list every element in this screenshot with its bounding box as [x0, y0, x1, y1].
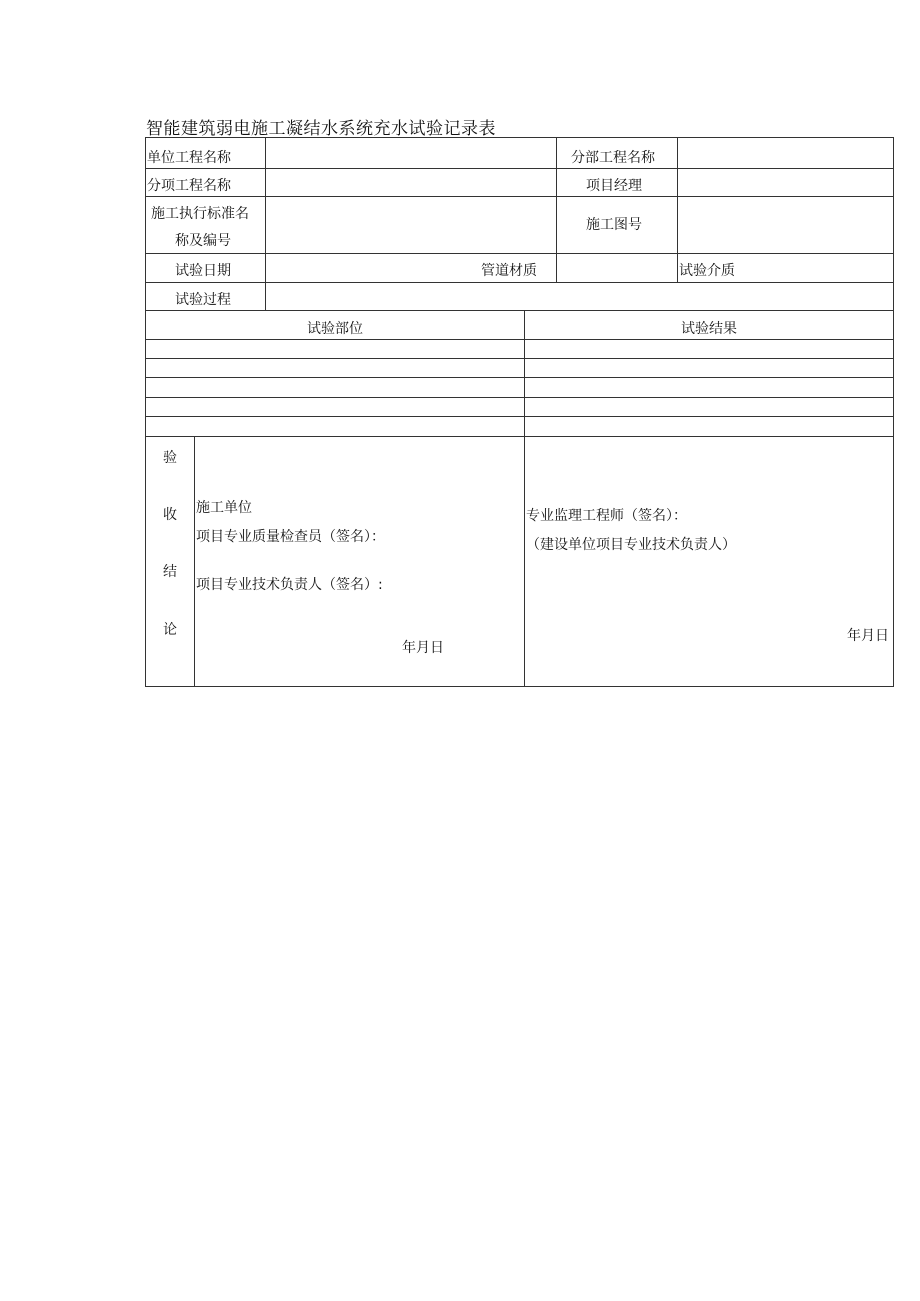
drawing-no-field[interactable] — [678, 197, 893, 253]
contractor-date[interactable]: 年月日 — [402, 640, 444, 656]
standard-label-line1: 施工执行标准名 — [151, 206, 249, 222]
standard-field[interactable] — [266, 197, 555, 253]
project-manager-label: 项目经理 — [586, 178, 642, 194]
table-row-result[interactable] — [525, 359, 893, 377]
test-process-label: 试验过程 — [175, 292, 231, 308]
table-row-result[interactable] — [525, 340, 893, 358]
row-divider — [145, 253, 894, 254]
sub-item-name-label: 分项工程名称 — [147, 178, 231, 194]
table-row-part[interactable] — [146, 340, 524, 358]
supervisor-date[interactable]: 年月日 — [847, 628, 889, 644]
form-title: 智能建筑弱电施工凝结水系统充水试验记录表 — [146, 119, 496, 139]
supervisor-signature[interactable]: 专业监理工程师（签名）： — [526, 508, 687, 524]
project-manager-field[interactable] — [678, 169, 893, 196]
table-row-result[interactable] — [525, 398, 893, 416]
acceptance-label-char: 论 — [163, 622, 177, 638]
sub-division-name-field[interactable] — [678, 138, 893, 168]
sub-division-name-label: 分部工程名称 — [571, 150, 655, 166]
col-test-part: 试验部位 — [307, 321, 363, 337]
acceptance-label-char: 验 — [163, 450, 177, 466]
unit-project-name-field[interactable] — [266, 138, 555, 168]
standard-label-line2: 称及编号 — [175, 233, 231, 249]
quality-inspector-signature[interactable]: 项目专业质量检查员（签名）： — [196, 529, 385, 545]
acceptance-label-char: 收 — [163, 507, 177, 523]
unit-project-name-label: 单位工程名称 — [147, 150, 231, 166]
table-row-part[interactable] — [146, 398, 524, 416]
tech-lead-signature[interactable]: 项目专业技术负责人（签名）: — [196, 577, 383, 593]
acceptance-label-char: 结 — [163, 564, 177, 580]
table-row-result[interactable] — [525, 417, 893, 436]
test-medium-label: 试验介质 — [679, 263, 735, 279]
test-date-label: 试验日期 — [175, 263, 231, 279]
table-row-part[interactable] — [146, 378, 524, 397]
table-row-result[interactable] — [525, 378, 893, 397]
drawing-no-label: 施工图号 — [586, 217, 642, 233]
test-process-field[interactable] — [266, 283, 893, 310]
pipe-material-label: 管道材质 — [481, 263, 537, 279]
sub-item-name-field[interactable] — [266, 169, 555, 196]
col-test-result: 试验结果 — [681, 321, 737, 337]
row-divider — [145, 436, 894, 437]
pipe-material-field[interactable] — [557, 254, 676, 282]
owner-tech-lead-note: （建设单位项目专业技术负责人） — [526, 537, 736, 553]
table-row-part[interactable] — [146, 359, 524, 377]
contractor-unit-label: 施工单位 — [196, 500, 252, 516]
table-row-part[interactable] — [146, 417, 524, 436]
col-divider — [194, 436, 195, 687]
row-divider — [145, 310, 894, 311]
